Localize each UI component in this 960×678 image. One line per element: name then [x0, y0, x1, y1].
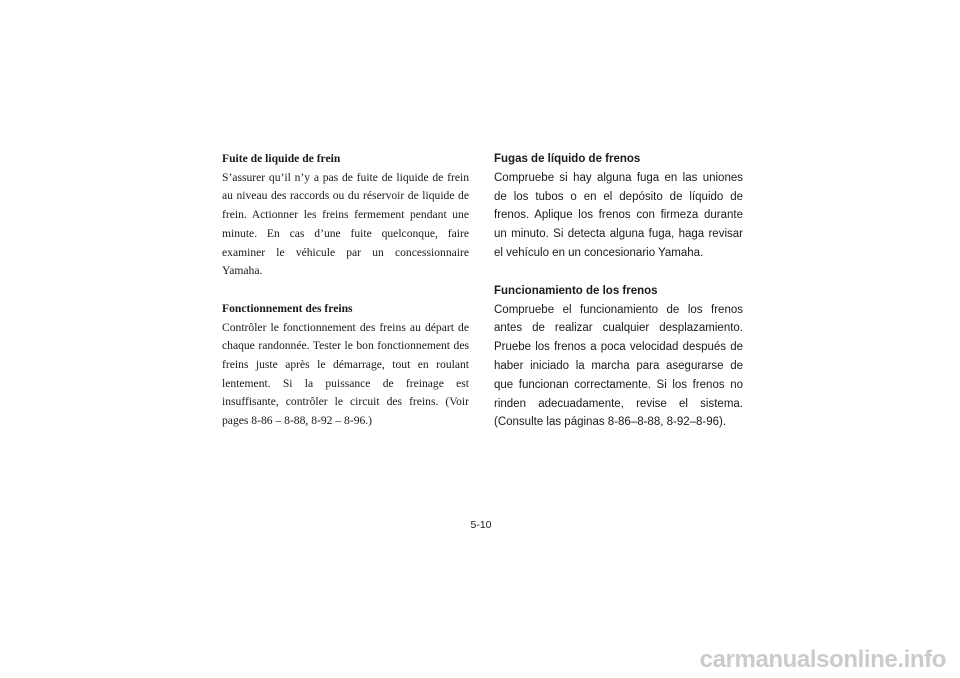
- section-heading: Fonctionnement des freins: [222, 301, 353, 315]
- section-body: S’assurer qu’il n’y a pas de fuite de liquide de frein au niveau des raccords ou du réservoir de liquide de frein. Actionner les freins fermement pendant une minute. En cas d’une fuite quelconque, faire examiner le véhicule par un concessionnaire Yamaha.: [222, 170, 469, 278]
- section-brake-fluid-leak-es: [494, 150, 743, 263]
- french-column: [222, 150, 469, 431]
- spanish-column: [494, 150, 743, 432]
- section-body: Compruebe si hay alguna fuga en las uniones de los tubos o en el depósito de líquido de frenos. Aplique los frenos con firmeza durante un minuto. Si detecta alguna fuga, haga revisar el vehículo en un concesionario Yamaha.: [494, 171, 743, 259]
- watermark: carmanualsonline.info: [699, 646, 946, 673]
- section-body: Compruebe el funcionamiento de los frenos antes de realizar cualquier desplazamiento. Pruebe los frenos a poca velocidad después de haber iniciado la marcha para asegurarse de que funcionan correctamente. Si los frenos no rinden adecuadamente, revise el sistema. (Consulte las páginas 8-86–8-88, 8-92–8-96).: [494, 303, 743, 429]
- section-heading: Funcionamiento de los frenos: [494, 284, 658, 297]
- page-number: 5-10: [470, 519, 492, 531]
- section-heading: Fuite de liquide de frein: [222, 152, 341, 165]
- section-heading: Fugas de líquido de frenos: [494, 153, 641, 165]
- section-brake-fluid-leak-fr: [222, 150, 469, 281]
- section-body: Contrôler le fonctionnement des freins au départ de chaque randonnée. Tester le bon fonctionnement des freins juste après le démarrage, tout en roulant lentement. Si la puissance de freinage est insuffisante, contrôler le circuit des freins. (Voir pages 8-86 – 8-88, 8-92 – 8-96.): [222, 320, 469, 428]
- section-brake-operation-es: [494, 282, 743, 432]
- section-brake-operation-fr: [222, 300, 469, 431]
